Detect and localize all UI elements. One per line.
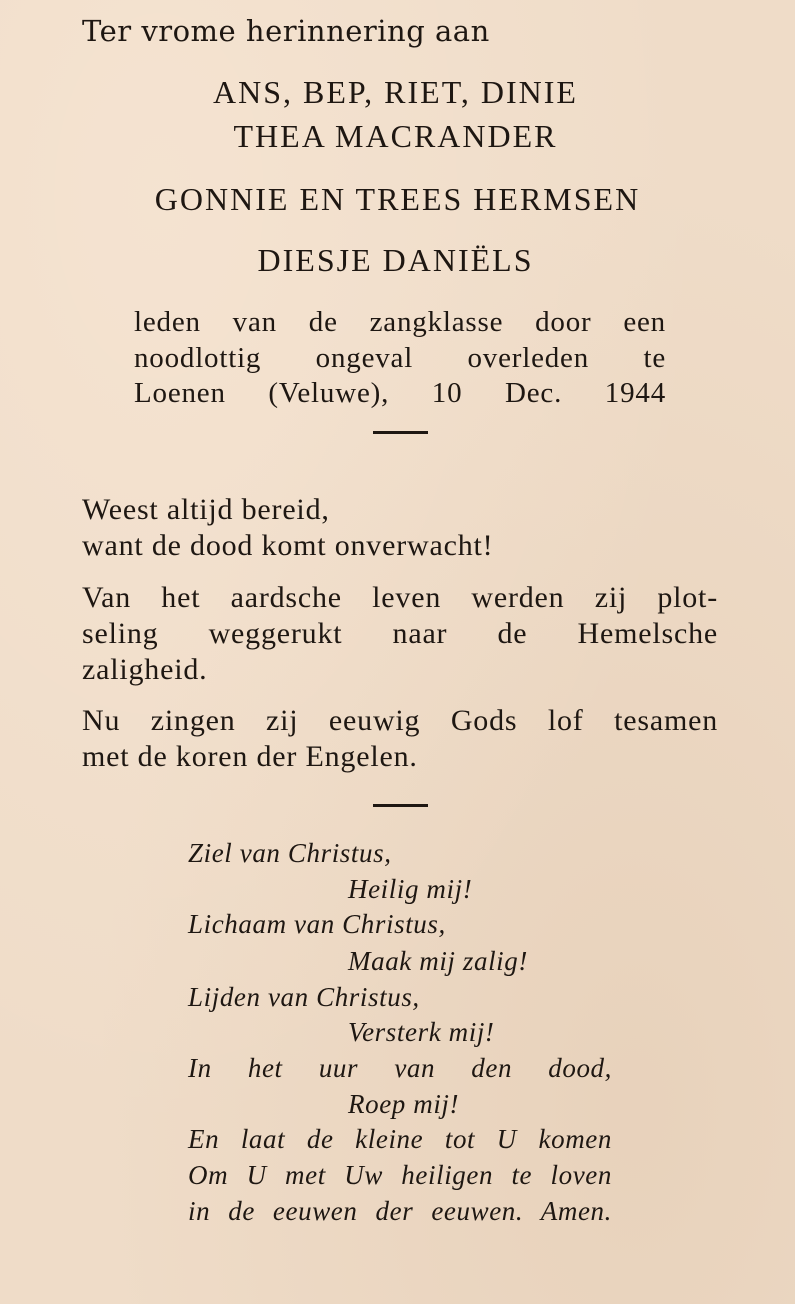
prayer-line-8: Roep mij! <box>348 1089 460 1119</box>
prayer-line-10: Om U met Uw heiligen te loven <box>188 1160 612 1190</box>
names-line-1: ANS, BEP, RIET, DINIE <box>213 74 578 110</box>
description-line-3: Loenen (Veluwe), 10 Dec. 1944 <box>134 377 666 409</box>
prayer-line-9: En laat de kleine tot U komen <box>188 1124 612 1154</box>
prayer-line-6: Versterk mij! <box>348 1017 495 1047</box>
paragraph-2-line-2: seling weggerukt naar de Hemelsche <box>82 617 718 650</box>
paragraph-3-line-2: met de koren der Engelen. <box>82 740 418 773</box>
paragraph-2-line-3: zaligheid. <box>82 653 208 686</box>
prayer-line-3: Lichaam van Christus, <box>188 909 446 939</box>
description-line-2: noodlottig ongeval overleden te <box>134 342 666 374</box>
intro-text: Ter vrome herinnering aan <box>82 14 490 48</box>
paragraph-2-line-1: Van het aardsche leven werden zij plot- <box>82 581 718 614</box>
names-line-3: GONNIE EN TREES HERMSEN <box>154 181 641 217</box>
prayer-line-2: Heilig mij! <box>348 874 473 904</box>
paragraph-3-line-1: Nu zingen zij eeuwig Gods lof tesamen <box>82 704 718 737</box>
prayer-line-5: Lijden van Christus, <box>188 982 420 1012</box>
description-line-1: leden van de zangklasse door een <box>134 306 666 338</box>
names-line-2: THEA MACRANDER <box>233 118 558 154</box>
prayer-line-1: Ziel van Christus, <box>188 838 392 868</box>
paragraph-1-line-1: Weest altijd bereid, <box>82 493 330 526</box>
divider-top <box>373 431 428 434</box>
names-line-4: DIESJE DANIËLS <box>257 242 534 278</box>
prayer-line-11: in de eeuwen der eeuwen. Amen. <box>188 1196 612 1226</box>
prayer-line-4: Maak mij zalig! <box>348 946 528 976</box>
prayer-line-7: In het uur van den dood, <box>188 1053 612 1083</box>
divider-bottom <box>373 804 428 807</box>
paragraph-1-line-2: want de dood komt onverwacht! <box>82 529 494 562</box>
